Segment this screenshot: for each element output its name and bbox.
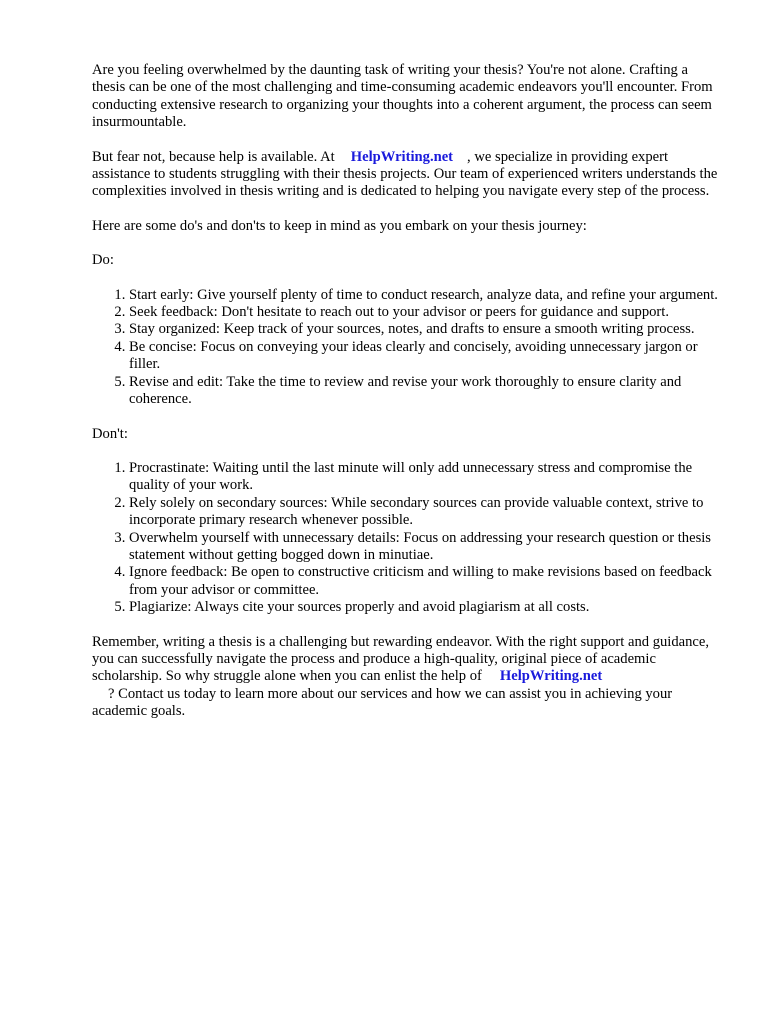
closing-text-before: Remember, writing a thesis is a challenging but rewarding endeavor. With the right support and guidance, you can successfully navigate the process and produce a high-quality, original piece of academic scholarship. So why struggle alone when you can enlist the help of	[92, 633, 710, 685]
dos-donts-intro: Here are some do's and don'ts to keep in mind as you embark on your thesis journey:	[92, 217, 587, 234]
help-paragraph-text-after: , we specialize in providing expert assistance to students struggling with their thesis projects. Our team of experienced writers understands the complexities involved in thesis writing and is dedicated to helping you navigate every step of the process.	[92, 148, 718, 200]
help-paragraph	[92, 149, 722, 201]
dont-list	[92, 460, 722, 617]
do-list-item: 5. Revise and edit: Take the time to review and revise your work thoroughly to ensure clarity and coherence.	[129, 374, 722, 409]
closing-text-after: ? Contact us today to learn more about our services and how we can assist you in achieving your academic goals.	[92, 685, 673, 720]
closing-paragraph	[92, 634, 722, 721]
do-list-item: 2. Seek feedback: Don't hesitate to reach out to your advisor or peers for guidance and support.	[129, 304, 722, 321]
do-list	[92, 287, 722, 409]
do-list-item: 3. Stay organized: Keep track of your sources, notes, and drafts to ensure a smooth writing process.	[129, 321, 722, 338]
help-paragraph-text-before: But fear not, because help is available. At	[92, 148, 335, 165]
dont-list-item: 2. Rely solely on secondary sources: While secondary sources can provide valuable context, strive to incorporate primary research whenever possible.	[129, 495, 722, 530]
do-list-item: 1. Start early: Give yourself plenty of time to conduct research, analyze data, and refine your argument.	[129, 287, 722, 304]
helpwriting-link[interactable]: HelpWriting.net	[350, 148, 454, 165]
intro-paragraph: Are you feeling overwhelmed by the daunting task of writing your thesis? You're not alone. Crafting a thesis can be one of the most challenging and time-consuming academic endeavors you'll encounter. From conducting extensive research to organizing your thoughts into a coherent argument, the process can seem insurmountable.	[92, 62, 713, 131]
dont-list-item: 4. Ignore feedback: Be open to constructive criticism and willing to make revisions based on feedback from your advisor or committee.	[129, 564, 722, 599]
do-heading: Do:	[92, 252, 114, 269]
dont-list-item: 5. Plagiarize: Always cite your sources properly and avoid plagiarism at all costs.	[129, 599, 722, 616]
dont-heading: Don't:	[92, 425, 128, 442]
dont-list-item: 1. Procrastinate: Waiting until the last minute will only add unnecessary stress and compromise the quality of your work.	[129, 460, 722, 495]
helpwriting-link-closing[interactable]: HelpWriting.net	[499, 668, 603, 685]
do-list-item: 4. Be concise: Focus on conveying your ideas clearly and concisely, avoiding unnecessary jargon or filler.	[129, 339, 722, 374]
document-page	[92, 62, 722, 738]
dont-list-item: 3. Overwhelm yourself with unnecessary details: Focus on addressing your research question or thesis statement without getting bogged down in minutiae.	[129, 530, 722, 565]
